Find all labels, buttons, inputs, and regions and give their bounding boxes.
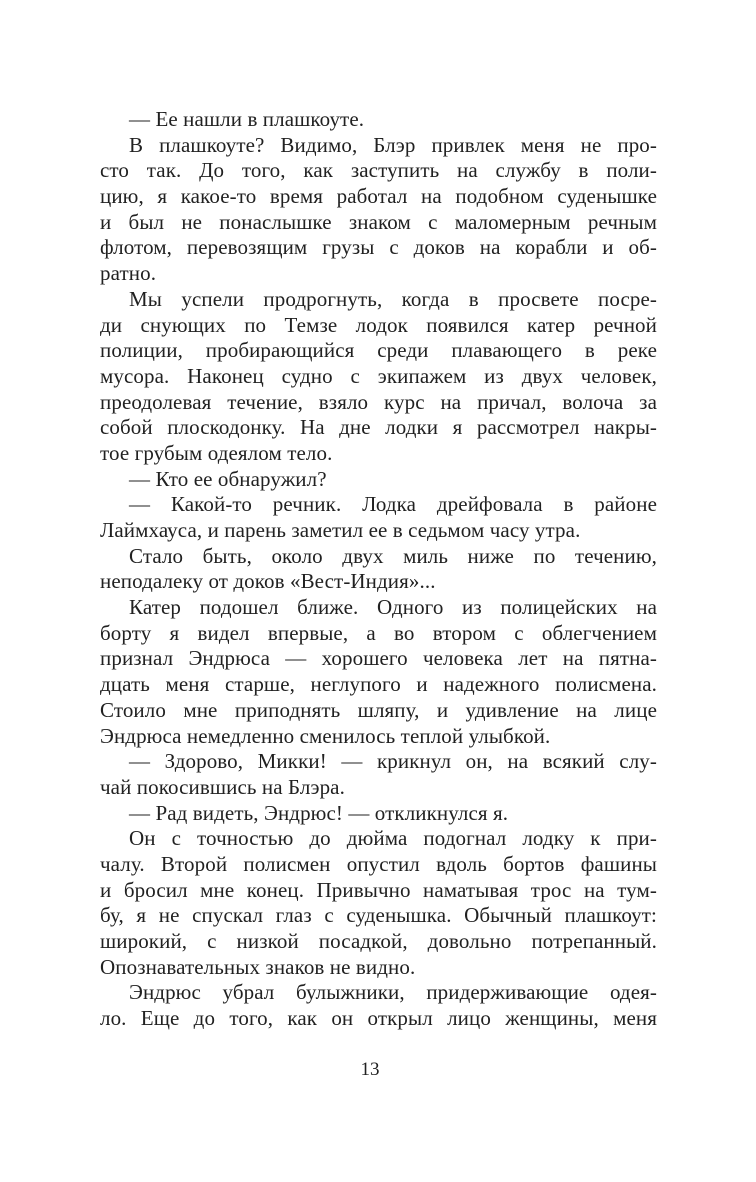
text-line: ратно. (100, 261, 157, 286)
text-line: неподалеку от доков «Вест-Индия»... (100, 569, 436, 594)
text-line: цию, я какое-то время работал на подобном суденышке (100, 184, 657, 209)
text-line: бу, я не спускал глаз с суденышка. Обычный плашкоут: (100, 903, 657, 928)
page-number: 13 (360, 1059, 380, 1080)
text-line: Стоило мне приподнять шляпу, и удивление на лице (100, 697, 657, 722)
text-line: флотом, перевозящим грузы с доков на корабли и об- (100, 235, 657, 260)
text-line: дцать меня старше, неглупого и надежного полисмена. (100, 672, 657, 697)
text-line: ди снующих по Темзе лодок появился катер речной (100, 312, 657, 337)
text-line: — Здорово, Микки! — крикнул он, на всякий слу- (129, 749, 657, 774)
text-line: Катер подошел ближе. Одного из полицейских на (129, 595, 657, 620)
text-line: Опознавательных знаков не видно. (100, 954, 416, 979)
text-line: широкий, с низкой посадкой, довольно потрепанный. (100, 929, 657, 953)
text-line: Эндрюс убрал булыжники, придерживающие одея- (129, 980, 657, 1005)
text-line: — Какой-то речник. Лодка дрейфовала в районе (129, 492, 657, 517)
text-line: Эндрюса немедленно сменилось теплой улыбкой. (100, 723, 551, 748)
text-line: чалу. Второй полисмен опустил вдоль бортов фашины (100, 851, 657, 876)
text-line: преодолевая течение, взяло курс на причал, волоча за (100, 389, 657, 414)
text-line: Мы успели продрогнуть, когда в просвете посре- (129, 286, 657, 311)
text-line: тое грубым одеялом тело. (100, 440, 333, 465)
text-line: — Рад видеть, Эндрюс! — откликнулся я. (129, 800, 509, 825)
text-line: — Кто ее обнаружил? (129, 466, 327, 491)
text-line: сто так. До того, как заступить на службу в поли- (100, 158, 657, 183)
text-line: чай покосившись на Блэра. (100, 774, 345, 799)
text-line: Лаймхауса, и парень заметил ее в седьмом часу утра. (100, 518, 581, 542)
text-line: собой плоскодонку. На дне лодки я рассмотрел накры- (100, 415, 657, 440)
text-line: — Ее нашли в плашкоуте. (129, 107, 365, 131)
page-text-block (100, 107, 657, 1032)
text-line: и бросил мне конец. Привычно наматывая трос на тум- (100, 877, 657, 902)
text-line: признал Эндрюса — хорошего человека лет на пятна- (100, 646, 657, 671)
text-line: полиции, пробирающийся среди плавающего в реке (100, 338, 657, 363)
text-line: и был не понаслышке знаком с маломерным речным (100, 209, 657, 234)
text-line: Он с точностью до дюйма подогнал лодку к при- (129, 826, 657, 851)
text-line: В плашкоуте? Видимо, Блэр привлек меня не про- (129, 132, 657, 157)
text-line: борту я видел впервые, а во втором с облегчением (100, 620, 657, 645)
text-line: Стало быть, около двух миль ниже по течению, (129, 543, 657, 568)
text-line: мусора. Наконец судно с экипажем из двух человек, (100, 363, 657, 388)
text-line: ло. Еще до того, как он открыл лицо женщины, меня (100, 1006, 657, 1031)
